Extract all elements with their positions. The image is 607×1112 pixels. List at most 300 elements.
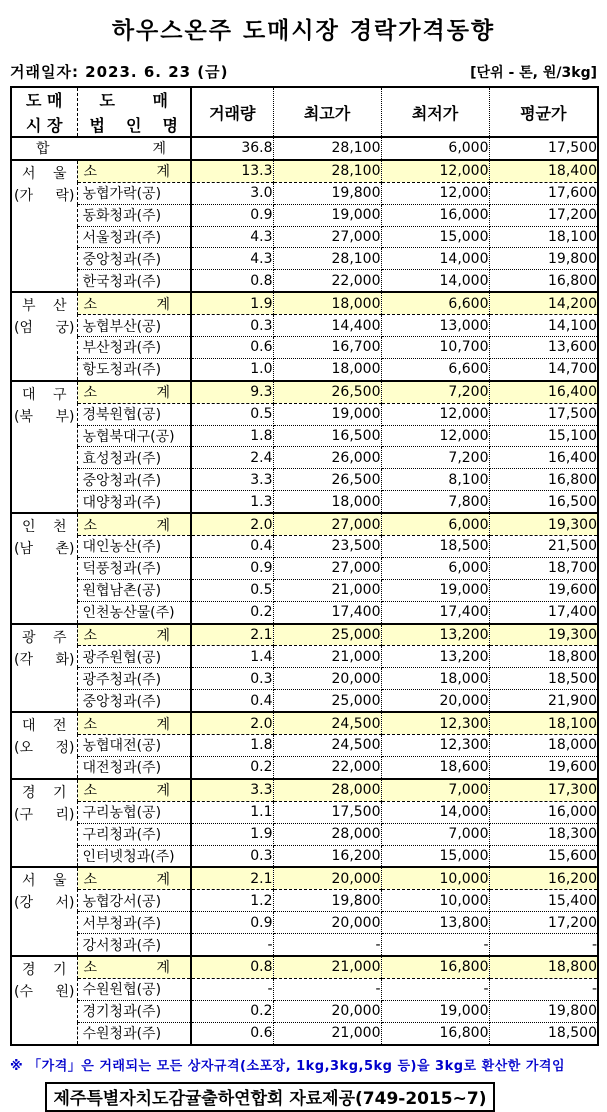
label-part: 화) xyxy=(55,651,75,668)
market-cell-lines xyxy=(12,514,77,558)
volume-cell: 1.4 xyxy=(191,646,273,668)
avg-cell: 19,800 xyxy=(489,248,598,270)
market-cell xyxy=(11,956,77,1045)
volume-cell: 3.0 xyxy=(191,182,273,204)
market-header-lines xyxy=(12,88,77,136)
market-sub-name xyxy=(12,737,77,757)
volume-cell: 0.5 xyxy=(191,403,273,425)
label-part: 법 xyxy=(89,116,105,135)
table-row xyxy=(11,469,598,491)
avg-cell: 15,100 xyxy=(489,425,598,447)
low-cell: 8,100 xyxy=(381,469,489,491)
high-cell: 16,700 xyxy=(273,337,381,359)
market-header-line2 xyxy=(12,113,77,136)
high-cell: 27,000 xyxy=(273,226,381,248)
avg-cell: 18,100 xyxy=(489,712,598,734)
corp-name: 구리청과(주) xyxy=(82,827,162,844)
corp-cell xyxy=(77,491,191,513)
volume-column-header: 거래량 xyxy=(191,87,273,137)
label-part: 계 xyxy=(156,871,170,888)
market-name xyxy=(12,625,77,647)
label-part: 기 xyxy=(52,961,67,978)
avg-cell: 18,300 xyxy=(489,823,598,845)
label-part: (수 xyxy=(14,983,33,1000)
corp-name: 중앙청과(주) xyxy=(82,693,162,710)
market-cell xyxy=(11,712,77,779)
label-part: 소 xyxy=(83,517,98,534)
low-cell: 18,000 xyxy=(381,668,489,690)
table-row xyxy=(11,646,598,668)
label-part: 소 xyxy=(83,385,98,402)
corp-cell xyxy=(77,978,191,1000)
low-cell: 14,000 xyxy=(381,270,489,292)
table-row xyxy=(11,403,598,425)
avg-cell: 19,300 xyxy=(489,624,598,646)
avg-cell: 17,400 xyxy=(489,601,598,623)
volume-cell: 0.8 xyxy=(191,956,273,978)
table-row xyxy=(11,668,598,690)
high-cell: 18,000 xyxy=(273,292,381,314)
corp-name: 경기청과(주) xyxy=(82,1004,162,1021)
high-cell: 20,000 xyxy=(273,1000,381,1022)
market-sub-name xyxy=(12,804,77,824)
volume-cell: 0.2 xyxy=(191,601,273,623)
label-part: (북 xyxy=(14,408,33,425)
high-cell: 16,500 xyxy=(273,425,381,447)
corp-cell xyxy=(77,867,191,889)
corp-cell xyxy=(77,823,191,845)
low-cell: 7,200 xyxy=(381,381,489,403)
table-row xyxy=(11,845,598,867)
high-cell: 24,500 xyxy=(273,735,381,757)
avg-cell: 16,500 xyxy=(489,491,598,513)
subtotal-label xyxy=(78,714,191,734)
corp-cell xyxy=(77,735,191,757)
provider-box xyxy=(45,1082,495,1112)
avg-cell: 17,300 xyxy=(489,779,598,801)
avg-cell: 21,900 xyxy=(489,690,598,712)
low-cell: 16,000 xyxy=(381,204,489,226)
market-cell-lines xyxy=(12,161,77,205)
corp-cell xyxy=(77,469,191,491)
corp-name: 서부청과(주) xyxy=(82,915,162,932)
corp-cell xyxy=(77,668,191,690)
subtotal-label xyxy=(78,957,191,977)
table-row xyxy=(11,890,598,912)
corp-name: 서울청과(주) xyxy=(82,230,162,246)
volume-cell: 9.3 xyxy=(191,381,273,403)
low-cell: 15,000 xyxy=(381,845,489,867)
high-cell: 20,000 xyxy=(273,912,381,934)
avg-cell: 17,600 xyxy=(489,182,598,204)
corp-name: 한국청과(주) xyxy=(82,273,162,290)
market-cell-lines xyxy=(12,957,77,1001)
label-part: 광 xyxy=(22,629,36,646)
avg-cell: 18,500 xyxy=(489,1022,598,1044)
label-part: 기 xyxy=(52,784,67,801)
subtotal-row xyxy=(11,381,598,403)
grand-total-label xyxy=(11,137,191,160)
high-cell: 28,100 xyxy=(273,137,381,160)
high-cell: 22,000 xyxy=(273,756,381,778)
label-part: 계 xyxy=(152,141,166,158)
high-cell: 28,000 xyxy=(273,779,381,801)
corp-cell xyxy=(77,1022,191,1044)
table-row xyxy=(11,182,598,204)
low-cell: 14,000 xyxy=(381,248,489,270)
label-part: (강 xyxy=(14,895,33,912)
avg-cell: 16,400 xyxy=(489,447,598,469)
corp-name: 광주원협(공) xyxy=(82,649,162,666)
low-cell: 17,400 xyxy=(381,601,489,623)
market-cell xyxy=(11,867,77,956)
avg-cell: 19,600 xyxy=(489,756,598,778)
table-row xyxy=(11,557,598,579)
avg-cell: 18,800 xyxy=(489,646,598,668)
market-cell xyxy=(11,292,77,381)
corp-cell xyxy=(77,337,191,359)
high-cell: 16,200 xyxy=(273,845,381,867)
avg-cell: 18,700 xyxy=(489,557,598,579)
volume-cell: 1.9 xyxy=(191,292,273,314)
label-part: 도 xyxy=(26,91,42,110)
label-part: 전 xyxy=(52,718,67,735)
corp-cell xyxy=(77,381,191,403)
low-cell: 13,200 xyxy=(381,624,489,646)
subtotal-row xyxy=(11,867,598,889)
corp-cell xyxy=(77,579,191,601)
label-part: 계 xyxy=(156,628,170,645)
corp-cell xyxy=(77,624,191,646)
label-part: 소 xyxy=(83,628,98,645)
market-name xyxy=(12,161,77,183)
corp-cell xyxy=(77,1000,191,1022)
market-cell xyxy=(11,160,77,292)
table-row xyxy=(11,735,598,757)
label-part: 서 xyxy=(22,165,36,182)
high-cell: 21,000 xyxy=(273,956,381,978)
market-sub-name xyxy=(12,649,77,669)
corp-header-line1 xyxy=(78,88,191,111)
corp-cell xyxy=(77,204,191,226)
corp-cell xyxy=(77,779,191,801)
label-part: 시 xyxy=(26,116,42,135)
volume-cell: 1.8 xyxy=(191,425,273,447)
high-cell: 25,000 xyxy=(273,624,381,646)
market-name xyxy=(12,382,77,404)
meta-row xyxy=(10,61,597,82)
avg-cell: 17,500 xyxy=(489,403,598,425)
corp-cell xyxy=(77,801,191,823)
volume-cell: 0.9 xyxy=(191,557,273,579)
label-part: 계 xyxy=(156,296,170,313)
low-cell: 10,000 xyxy=(381,890,489,912)
label-part: 리) xyxy=(55,806,75,823)
avg-cell: 15,600 xyxy=(489,845,598,867)
corp-cell xyxy=(77,226,191,248)
high-cell: 14,400 xyxy=(273,315,381,337)
market-cell-lines xyxy=(12,780,77,824)
corp-cell xyxy=(77,601,191,623)
label-part: 부 xyxy=(22,298,36,315)
subtotal-row xyxy=(11,779,598,801)
volume-cell: 3.3 xyxy=(191,469,273,491)
high-cell: 28,100 xyxy=(273,248,381,270)
label-part: 소 xyxy=(83,164,98,181)
low-cell: 7,000 xyxy=(381,779,489,801)
corp-name: 농협가락(공) xyxy=(82,186,162,203)
low-cell: 19,000 xyxy=(381,579,489,601)
table-row xyxy=(11,447,598,469)
label-part: 소 xyxy=(83,783,98,800)
low-cell: 12,000 xyxy=(381,403,489,425)
market-column-header xyxy=(11,87,77,137)
corp-cell xyxy=(77,557,191,579)
price-table xyxy=(10,86,599,1046)
corp-cell xyxy=(77,358,191,380)
low-cell: 14,000 xyxy=(381,801,489,823)
market-cell xyxy=(11,381,77,513)
avg-cell: 16,200 xyxy=(489,867,598,889)
label-part: 울 xyxy=(52,873,67,890)
market-cell xyxy=(11,624,77,713)
label-part: 명 xyxy=(162,116,178,135)
market-sub-name xyxy=(12,185,77,205)
corp-name: 덕풍청과(주) xyxy=(82,561,162,578)
avg-cell: 16,800 xyxy=(489,469,598,491)
low-cell: 15,000 xyxy=(381,226,489,248)
high-cell: 27,000 xyxy=(273,557,381,579)
corp-name: 효성청과(주) xyxy=(82,450,162,467)
market-cell xyxy=(11,513,77,623)
high-cell: 21,000 xyxy=(273,1022,381,1044)
avg-cell: 19,600 xyxy=(489,579,598,601)
label-part: 계 xyxy=(156,960,170,977)
avg-cell: - xyxy=(489,978,598,1000)
low-cell: 13,800 xyxy=(381,912,489,934)
low-cell: 10,700 xyxy=(381,337,489,359)
subtotal-row xyxy=(11,513,598,535)
low-cell: 6,000 xyxy=(381,557,489,579)
market-sub-name xyxy=(12,538,77,558)
label-part: 천 xyxy=(52,519,67,536)
label-part: 정) xyxy=(55,740,75,757)
table-row xyxy=(11,425,598,447)
avg-cell: 17,200 xyxy=(489,204,598,226)
market-name xyxy=(12,713,77,735)
corp-name: 인천농산물(주) xyxy=(82,605,175,622)
low-cell: 12,000 xyxy=(381,425,489,447)
low-cell: 6,000 xyxy=(381,513,489,535)
avg-cell: 13,600 xyxy=(489,337,598,359)
high-cell: 28,100 xyxy=(273,160,381,182)
volume-cell: 3.3 xyxy=(191,779,273,801)
corp-cell xyxy=(77,447,191,469)
subtotal-row xyxy=(11,956,598,978)
table-header-row xyxy=(11,87,598,137)
market-name xyxy=(12,868,77,890)
volume-cell: 4.3 xyxy=(191,248,273,270)
market-cell-lines xyxy=(12,293,77,337)
corp-name: 농협대전(공) xyxy=(82,738,162,755)
table-row xyxy=(11,601,598,623)
low-cell: 18,600 xyxy=(381,756,489,778)
high-cell: 27,000 xyxy=(273,513,381,535)
label-part: 소 xyxy=(83,296,98,313)
volume-cell: 0.3 xyxy=(191,315,273,337)
corp-name: 수원청과(주) xyxy=(82,1026,162,1043)
market-cell xyxy=(11,779,77,868)
subtotal-row xyxy=(11,292,598,314)
volume-cell: 2.1 xyxy=(191,867,273,889)
table-row xyxy=(11,1022,598,1044)
high-column-header: 최고가 xyxy=(273,87,381,137)
label-part: 경 xyxy=(22,961,36,978)
corp-name: 강서청과(주) xyxy=(82,937,162,954)
table-row xyxy=(11,248,598,270)
volume-cell: 1.2 xyxy=(191,890,273,912)
high-cell: 21,000 xyxy=(273,579,381,601)
avg-cell: 16,800 xyxy=(489,270,598,292)
high-cell: - xyxy=(273,934,381,956)
low-cell: 7,200 xyxy=(381,447,489,469)
table-row xyxy=(11,756,598,778)
label-part: 구 xyxy=(52,386,67,403)
high-cell: 25,000 xyxy=(273,690,381,712)
table-row xyxy=(11,315,598,337)
low-cell: 7,800 xyxy=(381,491,489,513)
label-part: 대 xyxy=(22,718,36,735)
corp-cell xyxy=(77,712,191,734)
volume-cell: 0.9 xyxy=(191,912,273,934)
high-cell: 17,500 xyxy=(273,801,381,823)
corp-name: 중앙청과(주) xyxy=(82,472,162,489)
avg-cell: 18,100 xyxy=(489,226,598,248)
corp-name: 중앙청과(주) xyxy=(82,251,162,268)
high-cell: 24,500 xyxy=(273,712,381,734)
corp-name: 농협북대구(공) xyxy=(82,429,175,446)
low-cell: 18,500 xyxy=(381,536,489,558)
label-part: 합 xyxy=(36,141,50,158)
subtotal-label xyxy=(78,294,191,314)
label-part: 장 xyxy=(47,116,63,135)
volume-cell: 1.3 xyxy=(191,491,273,513)
label-part: 산 xyxy=(52,298,67,315)
high-cell: - xyxy=(273,978,381,1000)
label-part: 서 xyxy=(22,873,36,890)
avg-cell: 18,500 xyxy=(489,668,598,690)
corp-name: 원협남촌(공) xyxy=(82,583,162,600)
corp-cell xyxy=(77,160,191,182)
label-part: 원) xyxy=(55,983,75,1000)
table-row xyxy=(11,823,598,845)
corp-cell xyxy=(77,513,191,535)
volume-cell: 0.2 xyxy=(191,1000,273,1022)
volume-cell: 2.4 xyxy=(191,447,273,469)
volume-cell: 2.0 xyxy=(191,513,273,535)
market-sub-name xyxy=(12,981,77,1001)
corp-name: 수원원협(공) xyxy=(82,982,162,999)
volume-cell: 1.1 xyxy=(191,801,273,823)
low-cell: 16,800 xyxy=(381,1022,489,1044)
label-part: 부) xyxy=(55,408,75,425)
avg-cell: 15,400 xyxy=(489,890,598,912)
volume-cell: 1.9 xyxy=(191,823,273,845)
volume-cell: 0.6 xyxy=(191,1022,273,1044)
volume-cell: 0.4 xyxy=(191,536,273,558)
corp-cell xyxy=(77,403,191,425)
label-part: 서) xyxy=(55,895,75,912)
label-part: (오 xyxy=(14,740,33,757)
label-part: (엄 xyxy=(14,320,33,337)
corp-name: 대인농산(주) xyxy=(82,539,162,556)
high-cell: 19,800 xyxy=(273,182,381,204)
corp-name: 동화청과(주) xyxy=(82,208,162,225)
market-cell-lines xyxy=(12,382,77,426)
label-part: (가 xyxy=(14,187,33,204)
table-row xyxy=(11,912,598,934)
volume-cell: 1.8 xyxy=(191,735,273,757)
corp-cell xyxy=(77,270,191,292)
market-cell-lines xyxy=(12,625,77,669)
subtotal-row xyxy=(11,712,598,734)
corp-cell xyxy=(77,934,191,956)
volume-cell: 0.3 xyxy=(191,845,273,867)
subtotal-label xyxy=(78,869,191,889)
label-part: 울 xyxy=(52,165,67,182)
label-part: 계 xyxy=(156,783,170,800)
volume-cell: - xyxy=(191,934,273,956)
avg-cell: 19,800 xyxy=(489,1000,598,1022)
high-cell: 17,400 xyxy=(273,601,381,623)
low-cell: 20,000 xyxy=(381,690,489,712)
low-cell: 19,000 xyxy=(381,1000,489,1022)
avg-cell: 17,200 xyxy=(489,912,598,934)
avg-cell: 18,000 xyxy=(489,735,598,757)
corp-cell xyxy=(77,890,191,912)
volume-cell: - xyxy=(191,978,273,1000)
corp-name: 대양청과(주) xyxy=(82,494,162,511)
avg-cell: 21,500 xyxy=(489,536,598,558)
high-cell: 19,000 xyxy=(273,204,381,226)
corp-name: 구리농협(공) xyxy=(82,805,162,822)
avg-cell: 14,100 xyxy=(489,315,598,337)
label-part: 계 xyxy=(156,716,170,733)
avg-cell: 19,300 xyxy=(489,513,598,535)
low-cell: - xyxy=(381,978,489,1000)
low-cell: 6,600 xyxy=(381,358,489,380)
high-cell: 18,000 xyxy=(273,358,381,380)
volume-cell: 0.4 xyxy=(191,690,273,712)
high-cell: 18,000 xyxy=(273,491,381,513)
high-cell: 19,000 xyxy=(273,403,381,425)
high-cell: 21,000 xyxy=(273,646,381,668)
table-row xyxy=(11,226,598,248)
low-cell: 16,800 xyxy=(381,956,489,978)
corp-cell xyxy=(77,845,191,867)
avg-cell: 14,700 xyxy=(489,358,598,380)
label-part: 소 xyxy=(83,716,98,733)
corp-header-lines xyxy=(78,88,191,136)
low-cell: 6,600 xyxy=(381,292,489,314)
volume-cell: 2.0 xyxy=(191,712,273,734)
high-cell: 20,000 xyxy=(273,668,381,690)
volume-cell: 0.2 xyxy=(191,756,273,778)
volume-cell: 0.5 xyxy=(191,579,273,601)
table-row xyxy=(11,1000,598,1022)
table-row xyxy=(11,204,598,226)
subtotal-row xyxy=(11,624,598,646)
